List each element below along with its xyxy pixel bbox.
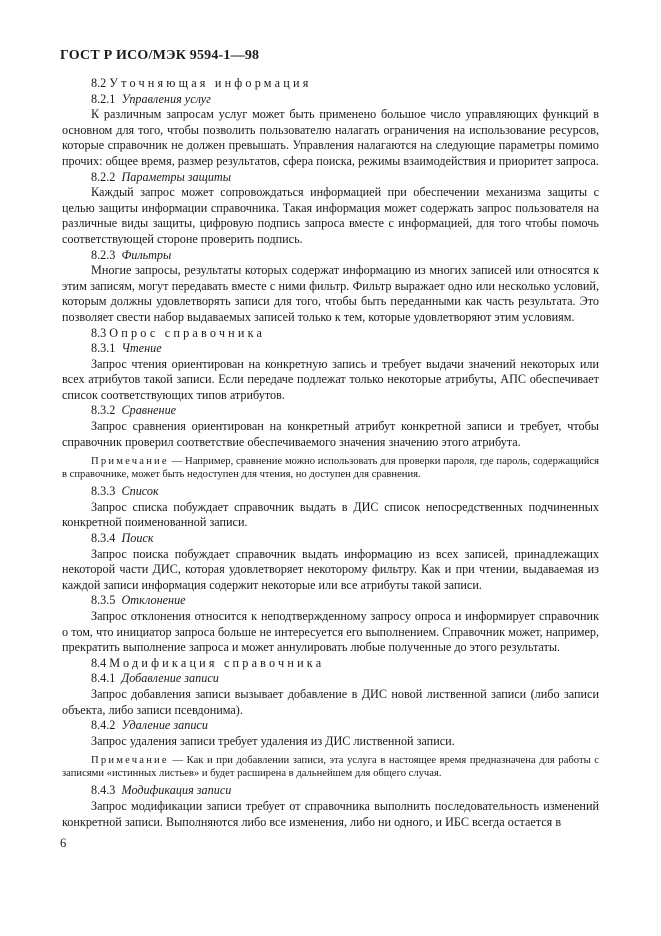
subsection-title: Чтение [121,341,162,356]
subsection-heading [62,170,599,186]
subsection-title: Модификация записи [121,783,232,798]
subsection-heading [62,593,599,609]
section-title: Опрос справочника [109,325,266,340]
subsection-title: Отклонение [121,593,186,608]
note-text: — Например, сравнение можно использовать для проверки пароля, где пароль, содержащийся в справочнике, может быть недоступен для чтения, но доступен для сравнения. [62,456,599,481]
subsection-number: 8.2.1 [91,91,116,106]
subsection-number: 8.3.3 [91,484,116,499]
subsection-title: Удаление записи [121,718,208,733]
subsection-number: 8.3.4 [91,531,116,546]
subsection-number: 8.2.3 [91,247,116,262]
subsection-number: 8.4.2 [91,718,116,733]
subsection-number: 8.2.2 [91,169,116,184]
subsection-heading [62,92,599,108]
subsection-number: 8.4.3 [91,783,116,798]
subsection-heading [62,341,599,357]
subsection-title: Сравнение [121,403,177,418]
subsection-title: Добавление записи [121,671,219,686]
note-label: Примечание [91,456,169,468]
paragraph: Запрос поиска побуждает справочник выдать информацию из всех записей, принадлежащих некоторой части ДИС, которая удовлетворяет некоторому фильтру. Как и при чтении, выдаваемая из каждой записи информация содержит некоторые или все атрибуты такой записи. [62,546,599,592]
subsection-title: Фильтры [121,247,172,262]
note [62,754,599,780]
note-label: Примечание [91,755,169,767]
paragraph: Запрос чтения ориентирован на конкретную запись и требует выдачи значений некоторых или всех атрибутов такой записи. Если передаче подлежат только некоторые атрибуты, АПС обеспечивает список соответствующих типов атрибутов. [62,356,599,402]
subsection-number: 8.4.1 [91,671,116,686]
subsection-heading [62,783,599,799]
paragraph: Многие запросы, результаты которых содержат информацию из многих записей или относятся к этим записям, могут передавать вместе с ними фильтр. Фильтр выражает одно или несколько условий, которым должны удовлетворять записи для того, чтобы быть переданными как часть результата. Это позволяет свести набор выдаваемых записей только к тем, которые удовлетворяют этим условиям. [62,263,599,324]
note-text: — Как и при добавлении записи, эта услуга в настоящее время предназначена для работы с записями «истинных листьев» и будет расширена в дальнейшем для общего случая. [62,755,599,780]
paragraph: Запрос отклонения относится к неподтвержденному запросу опроса и информирует справочник о том, что инициатор запроса больше не интересуется его выполнением. Справочник может, например, прекратить выполнение запроса и может аннулировать любые полученные до этого результаты. [62,609,599,655]
section-number: 8.3 [91,325,107,340]
subsection-number: 8.3.5 [91,593,116,608]
paragraph: Запрос списка побуждает справочник выдать в ДИС список непосредственных подчиненных конкретной поименованной записи. [62,499,599,530]
subsection-heading [62,718,599,734]
section-number: 8.2 [91,76,107,90]
document-header: ГОСТ Р ИСО/МЭК 9594-1—98 [60,48,260,63]
paragraph: К различным запросам услуг может быть применено большое число управляющих функций в основном для того, чтобы позволить пользователю налагать ограничения на использование ресурсов, которые справочник не должен превышать. Управления налагаются на следующие параметры помимо прочих: общее время, размер результатов, сфера поиска, режимы взаимодействия и приоритет запроса. [62,107,599,168]
paragraph: Запрос сравнения ориентирован на конкретный атрибут конкретной записи и требует, чтобы справочник проверил соответствие обеспечиваемого значения значению этого атрибута. [62,419,599,449]
section-heading [62,326,599,342]
subsection-title: Список [121,484,159,499]
paragraph: Запрос добавления записи вызывает добавление в ДИС новой лиственной записи (либо записи объекта, либо записи псевдонима). [62,686,599,717]
subsection-title: Поиск [121,531,154,546]
section-heading [62,656,599,672]
section-title: Уточняющая информация [109,76,312,90]
section-title: Модификация справочника [109,655,325,670]
subsection-heading [62,484,599,500]
subsection-heading [62,531,599,547]
paragraph: Каждый запрос может сопровождаться информацией при обеспечении механизма защиты с целью защиты информации справочника. Такая информация может содержать запрос пользователя на различные виды защиты, цифровую подпись запроса вместе с информацией, для того чтобы помочь соответствующей стороне проверить подпись. [62,185,599,246]
note [62,455,599,481]
subsection-heading [62,248,599,264]
subsection-number: 8.3.2 [91,403,116,418]
subsection-title: Управления услуг [121,91,211,106]
paragraph: Запрос модификации записи требует от справочника выполнить последовательность изменений конкретной записи. Выполняются либо все изменения, либо ни одного, и ИБС всегда остается в [62,798,599,829]
subsection-heading [62,671,599,687]
subsection-heading [62,403,599,419]
section-number: 8.4 [91,655,107,670]
subsection-title: Параметры защиты [121,169,231,184]
subsection-number: 8.3.1 [91,341,116,356]
paragraph: Запрос удаления записи требует удаления из ДИС лиственной записи. [91,733,455,748]
page-number: 6 [60,836,67,850]
section-heading [62,76,599,92]
document-body [62,76,599,830]
